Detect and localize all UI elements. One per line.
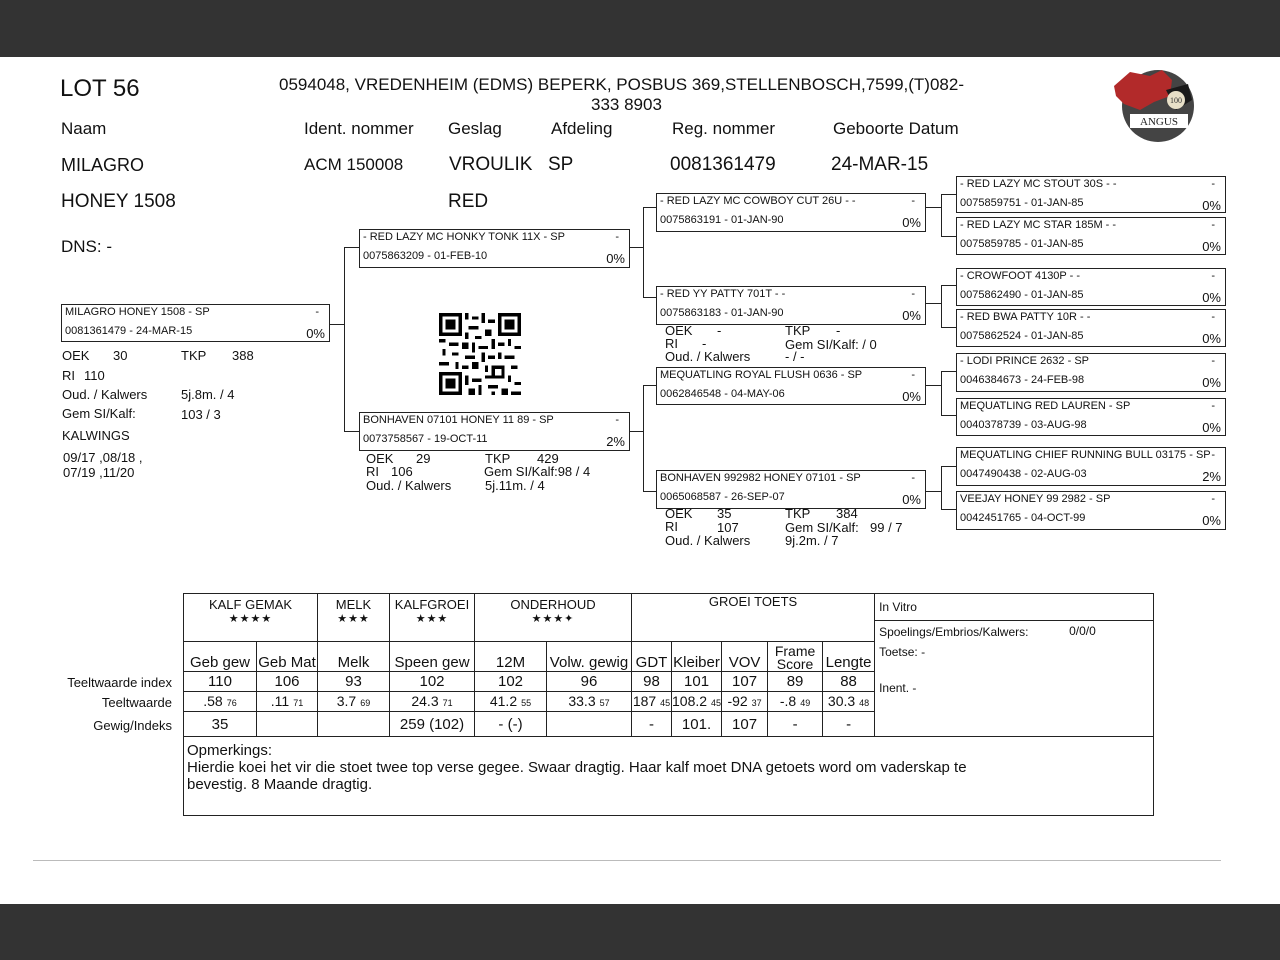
animal-dns: DNS: - xyxy=(61,237,112,256)
performance-table xyxy=(183,593,1154,816)
gp4-oek-label: OEK xyxy=(665,506,693,521)
col-header-2: Melk xyxy=(318,642,390,672)
gp2-oud-label: Oud. / Kalwers xyxy=(665,349,751,364)
self-kalwings-2: 07/19 ,11/20 xyxy=(63,465,135,480)
dam-ri: 106 xyxy=(391,464,413,479)
col-header-9: Frame Score xyxy=(768,642,823,672)
gp4-oud-label: Oud. / Kalwers xyxy=(665,533,751,548)
header-naam: Naam xyxy=(61,119,107,138)
dam-oud-label: Oud. / Kalwers xyxy=(366,478,452,493)
col-header-4: 12M xyxy=(475,642,547,672)
gp4-gem: 99 / 7 xyxy=(870,520,903,535)
breeder-line-2: 333 8903 xyxy=(591,95,662,114)
group-kalfgroei: KALFGROEI ★★★ xyxy=(390,594,475,642)
gewig-cell-6: - xyxy=(632,712,672,737)
ebv-cell-0: .58 76 xyxy=(184,692,257,712)
pedigree-ggp-1: - RED LAZY MC STOUT 30S - - - 0075859751 - 01-JAN-85 0% xyxy=(956,176,1226,213)
gp4-ri-label: RI xyxy=(665,519,678,534)
col-header-3: Speen gew xyxy=(390,642,475,672)
pedigree-gp-3: MEQUATLING ROYAL FLUSH 0636 - SP - 0062846548 - 04-MAY-06 0% xyxy=(656,367,926,405)
row-label-index: Teeltwaarde index xyxy=(67,675,172,690)
header-geslag: Geslag xyxy=(448,119,502,138)
group-groeitoets: GROEI TOETS xyxy=(632,594,875,642)
gp2-oek: - xyxy=(717,323,722,338)
gewig-cell-8: 107 xyxy=(722,712,768,737)
index-cell-4: 102 xyxy=(475,672,547,692)
gp4-oud: 9j.2m. / 7 xyxy=(785,533,839,548)
svg-text:ANGUS: ANGUS xyxy=(1140,116,1178,128)
self-tkp-label: TKP xyxy=(181,348,207,363)
pedigree-ggp-8: VEEJAY HONEY 99 2982 - SP - 0042451765 - 04-OCT-99 0% xyxy=(956,491,1226,530)
row-label-ebv: Teeltwaarde xyxy=(101,695,172,710)
dam-gem: Gem SI/Kalf:98 / 4 xyxy=(484,464,591,479)
lot-number: LOT 56 xyxy=(60,75,140,102)
animal-ident: ACM 150008 xyxy=(304,155,404,174)
col-header-10: Lengte xyxy=(823,642,875,672)
self-oek: 30 xyxy=(113,348,128,363)
breeder-line-1: 0594048, VREDENHEIM (EDMS) BEPERK, POSBUS 369,STELLENBOSCH,7599,(T)082- xyxy=(279,75,964,94)
group-melk: MELK ★★★ xyxy=(318,594,390,642)
header-afdeling: Afdeling xyxy=(551,119,613,138)
ebv-cell-1: .11 71 xyxy=(257,692,318,712)
gewig-cell-9: - xyxy=(768,712,823,737)
pedigree-gp-2: - RED YY PATTY 701T - - - 0075863183 - 01-JAN-90 0% xyxy=(656,286,926,325)
gewig-cell-4: - (-) xyxy=(475,712,547,737)
gp4-ri: 107 xyxy=(717,520,739,535)
ebv-cell-2: 3.7 69 xyxy=(318,692,390,712)
ebv-cell-3: 24.3 71 xyxy=(390,692,475,712)
gewig-cell-10: - xyxy=(823,712,875,737)
self-oud-label: Oud. / Kalwers xyxy=(62,387,148,402)
self-oek-label: OEK xyxy=(62,348,90,363)
group-onderhoud: ONDERHOUD ★★★✦ xyxy=(475,594,632,642)
pedigree-ggp-4: - RED BWA PATTY 10R - - - 0075862524 - 01-JAN-85 0% xyxy=(956,309,1226,347)
self-gem-label: Gem SI/Kalf: xyxy=(62,406,136,421)
animal-reg: 0081361479 xyxy=(670,154,776,175)
gp2-tkp: - xyxy=(836,323,841,338)
pedigree-gp-4: BONHAVEN 992982 HONEY 07101 - SP - 0065068587 - 26-SEP-07 0% xyxy=(656,470,926,509)
col-header-0: Geb gew xyxy=(184,642,257,672)
dam-ri-label: RI xyxy=(366,464,379,479)
pedigree-gp-1: - RED LAZY MC COWBOY CUT 26U - - - 0075863191 - 01-JAN-90 0% xyxy=(656,193,926,232)
row-label-gewig: Gewig/Indeks xyxy=(93,718,172,733)
col-header-1: Geb Mat xyxy=(257,642,318,672)
animal-name-1: MILAGRO xyxy=(61,155,145,175)
dam-oek-label: OEK xyxy=(366,451,394,466)
gp2-oek-label: OEK xyxy=(665,323,693,338)
ebv-cell-10: 30.3 48 xyxy=(823,692,875,712)
gewig-cell-1 xyxy=(257,712,318,737)
index-cell-0: 110 xyxy=(184,672,257,692)
pedigree-sire-box: - RED LAZY MC HONKY TONK 11X - SP - 0075863209 - 01-FEB-10 0% xyxy=(359,229,630,268)
col-header-8: VOV xyxy=(722,642,768,672)
ebv-cell-5: 33.3 57 xyxy=(547,692,632,712)
svg-text:100: 100 xyxy=(1170,96,1182,105)
dam-oud: 5j.11m. / 4 xyxy=(485,478,545,493)
pedigree-ggp-7: MEQUATLING CHIEF RUNNING BULL 03175 - SP - 0047490438 - 02-AUG-03 2% xyxy=(956,447,1226,486)
bottom-dark-bar xyxy=(0,904,1280,960)
animal-geslag: VROULIK xyxy=(449,154,533,175)
invitro-panel: In Vitro Spoelings/Embrios/Kalwers: 0/0/0 Toetse: - Inent. - xyxy=(875,594,1154,737)
group-kalfgemak: KALF GEMAK ★★★★ xyxy=(184,594,318,642)
index-cell-2: 93 xyxy=(318,672,390,692)
index-cell-8: 107 xyxy=(722,672,768,692)
gewig-cell-3: 259 (102) xyxy=(390,712,475,737)
index-cell-9: 89 xyxy=(768,672,823,692)
pedigree-dam-box: BONHAVEN 07101 HONEY 11 89 - SP - 0073758567 - 19-OCT-11 2% xyxy=(359,412,630,451)
gp2-tkp-label: TKP xyxy=(785,323,811,338)
index-cell-1: 106 xyxy=(257,672,318,692)
header-geboorte: Geboorte Datum xyxy=(833,119,959,138)
animal-afdeling: SP xyxy=(548,154,574,175)
ebv-cell-6: 187 45 xyxy=(632,692,672,712)
qr-code-icon xyxy=(436,313,524,395)
ebv-cell-4: 41.2 55 xyxy=(475,692,547,712)
gp4-tkp-label: TKP xyxy=(785,506,811,521)
pedigree-ggp-2: - RED LAZY MC STAR 185M - - - 0075859785 - 01-JAN-85 0% xyxy=(956,217,1226,255)
dam-tkp-label: TKP xyxy=(485,451,511,466)
animal-name-2: HONEY 1508 xyxy=(61,191,176,212)
gp4-oek: 35 xyxy=(717,506,732,521)
index-cell-10: 88 xyxy=(823,672,875,692)
gp4-tkp: 384 xyxy=(836,506,858,521)
gewig-cell-2 xyxy=(318,712,390,737)
pedigree-ggp-3: - CROWFOOT 4130P - - - 0075862490 - 01-JAN-85 0% xyxy=(956,268,1226,306)
self-kalwings-label: KALWINGS xyxy=(62,428,130,443)
gewig-cell-5 xyxy=(547,712,632,737)
col-header-6: GDT xyxy=(632,642,672,672)
self-kalwings-1: 09/17 ,08/18 , xyxy=(63,450,143,465)
index-cell-7: 101 xyxy=(672,672,722,692)
gp2-oud: - / - xyxy=(785,349,805,364)
self-oud: 5j.8m. / 4 xyxy=(181,387,235,402)
index-cell-6: 98 xyxy=(632,672,672,692)
self-ri-label: RI xyxy=(62,368,75,383)
gp4-gem-label: Gem SI/Kalf: xyxy=(785,520,859,535)
self-gem: 103 / 3 xyxy=(181,407,221,422)
ebv-cell-7: 108.2 45 xyxy=(672,692,722,712)
header-ident: Ident. nommer xyxy=(304,119,414,138)
dam-tkp: 429 xyxy=(537,451,559,466)
footer-divider xyxy=(33,860,1221,861)
gewig-cell-7: 101. xyxy=(672,712,722,737)
self-ri: 110 xyxy=(84,368,105,383)
animal-dob: 24-MAR-15 xyxy=(831,154,929,175)
ebv-cell-8: -92 37 xyxy=(722,692,768,712)
top-dark-bar xyxy=(0,0,1280,57)
ebv-cell-9: -.8 49 xyxy=(768,692,823,712)
pedigree-ggp-5: - LODI PRINCE 2632 - SP - 0046384673 - 24-FEB-98 0% xyxy=(956,353,1226,392)
self-tkp: 388 xyxy=(232,348,254,363)
col-header-7: Kleiber xyxy=(672,642,722,672)
gp2-gem: Gem SI/Kalf: / 0 xyxy=(785,337,877,352)
gp2-ri-label: RI xyxy=(665,336,678,351)
gp2-ri: - xyxy=(702,336,707,351)
pedigree-self-box: MILAGRO HONEY 1508 - SP - 0081361479 - 24-MAR-15 0% xyxy=(61,304,330,342)
gewig-cell-0: 35 xyxy=(184,712,257,737)
dam-oek: 29 xyxy=(416,451,431,466)
index-cell-3: 102 xyxy=(390,672,475,692)
opmerkings-panel: Opmerkings: Hierdie koei het vir die stoet twee top verse gegee. Swaar dragtig. Haar kalf moet DNA getoets word om vaderskap te bevestig. 8 Maande dragtig. xyxy=(184,737,1154,816)
pedigree-ggp-6: MEQUATLING RED LAUREN - SP - 0040378739 - 03-AUG-98 0% xyxy=(956,398,1226,436)
index-cell-5: 96 xyxy=(547,672,632,692)
col-header-5: Volw. gewig xyxy=(547,642,632,672)
animal-colour: RED xyxy=(448,191,489,212)
angus-logo-icon xyxy=(1110,66,1196,144)
header-reg: Reg. nommer xyxy=(672,119,775,138)
